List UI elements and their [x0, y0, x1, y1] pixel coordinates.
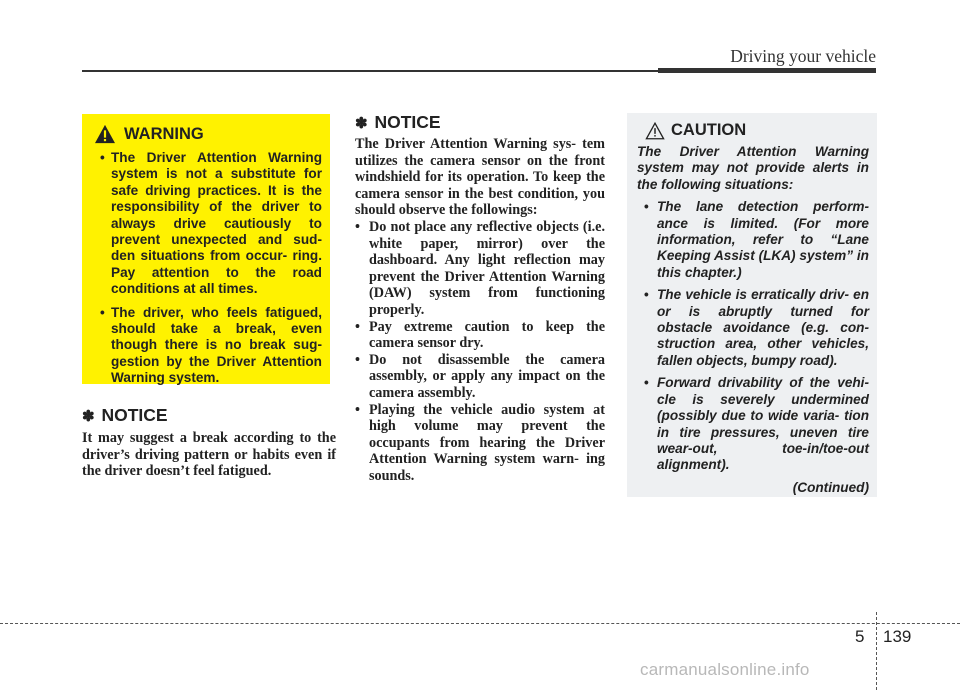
notice-item: • Pay extreme caution to keep the camera sensor dry. [355, 319, 605, 352]
footer-rule [0, 623, 960, 624]
notice-item: • Playing the vehicle audio system at high volume may prevent the occupants from hearing the Driver Attention Warning system warn- ing sounds. [355, 402, 605, 485]
notice-body: It may suggest a break according to the driver’s driving pattern or habits even if the driver doesn’t feel fatigued. [82, 430, 336, 479]
warning-header [90, 124, 322, 144]
header-rule-accent [658, 68, 876, 73]
chapter-number: 5 [855, 627, 865, 646]
caution-item: • The vehicle is erratically driv- en or is abruptly turned for obstacle avoidance (e.g. con- struction area, other vehicles, fallen objects, bumpy road). [637, 287, 869, 369]
caution-title: CAUTION [671, 121, 747, 139]
page-number: 139 [883, 627, 912, 646]
notice-item: • Do not disassemble the camera assembly, or apply any impact on the camera assembly. [355, 352, 605, 402]
notice-heading [82, 405, 336, 426]
warning-title: WARNING [124, 124, 204, 143]
notice-title: NOTICE [101, 405, 168, 425]
notice-item: • Do not place any reflective objects (i.e. white paper, mirror) over the dashboard. Any light reflection may prevent the Driver Attention Warning (DAW) system from functioning properly. [355, 219, 605, 319]
warning-list [90, 150, 322, 387]
caution-intro: The Driver Attention Warning system may not provide alerts in the following situations: [637, 144, 869, 192]
notice-star-icon: ✽ [355, 115, 368, 132]
notice-list [355, 219, 605, 485]
footer-divider [876, 612, 877, 690]
watermark: carmanualsonline.info [640, 660, 810, 679]
warning-item: • The Driver Attention Warning system is not a substitute for safe driving practices. It is the responsibility of the driver to always drive cautiously to prevent unexpected and sud- den situations from occur- ring. Pay attention to the road conditions at all times. [90, 150, 322, 298]
caution-triangle-icon [645, 122, 665, 140]
caution-list [637, 199, 869, 474]
caution-box [627, 113, 877, 497]
notice-break-suggestion [82, 405, 336, 480]
continued-label: (Continued) [792, 479, 869, 495]
notice-star-icon: ✽ [82, 408, 95, 425]
notice-heading [355, 112, 605, 133]
caution-header [637, 121, 869, 140]
caution-item: • The lane detection perform- ance is limited. (For more information, refer to “Lane Keeping Assist (LKA) system” in this chapter.) [637, 199, 869, 281]
warning-box [82, 114, 330, 384]
notice-intro: The Driver Attention Warning sys- tem utilizes the camera sensor on the front windshield for its operation. To keep the camera sensor in the best condition, you should observe the followings: [355, 136, 605, 219]
warning-item: • The driver, who feels fatigued, should take a break, even though there is no break sug- gestion by the Driver Attention Warning system. [90, 305, 322, 387]
caution-item: • Forward drivability of the vehi- cle is severely undermined (possibly due to wide varia- tion in tire pressures, uneven tire wear-out, toe-in/toe-out alignment). [637, 375, 869, 473]
section-title: Driving your vehicle [730, 46, 876, 66]
notice-camera-sensor [355, 112, 605, 484]
warning-triangle-icon [94, 124, 116, 144]
notice-title: NOTICE [374, 112, 441, 132]
